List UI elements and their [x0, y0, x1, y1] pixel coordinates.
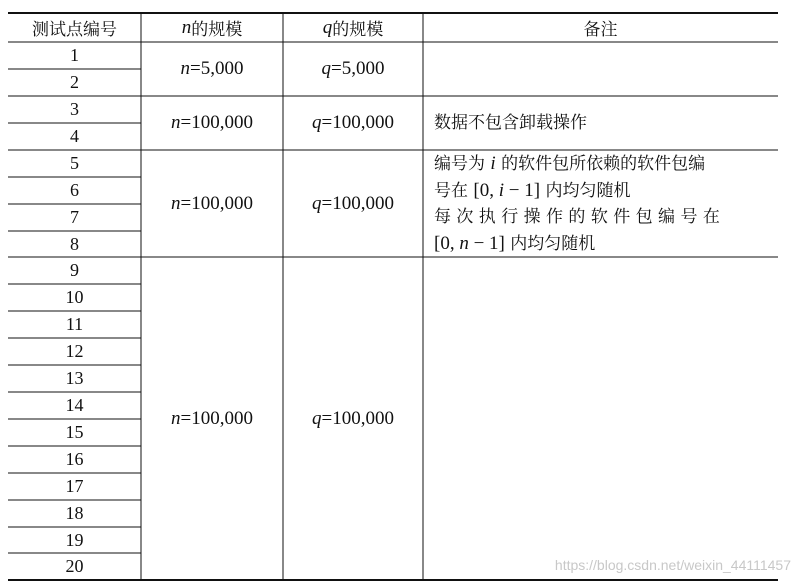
header-test-id: 测试点编号 [32, 20, 117, 40]
test-id-cell: 11 [65, 314, 84, 334]
header-q-var: q [322, 16, 333, 38]
group1-n-value: n = 5,000 [180, 58, 244, 79]
test-id-cell: 13 [65, 368, 84, 388]
test-id-cell: 16 [65, 449, 84, 469]
test-id-cell: 10 [65, 287, 84, 307]
header-n-suffix: 的规模 [191, 20, 243, 40]
test-id-cell: 19 [65, 529, 84, 550]
group3-note-line1: 编号为 i 的软件包所依赖的软件包编 [434, 153, 706, 174]
header-n-scale [141, 13, 283, 42]
test-id-cell: 15 [65, 422, 84, 442]
group4-n-value: n = 100,000 [171, 407, 253, 429]
group2-note: 数据不包含卸载操作 [434, 113, 587, 133]
group2-n-value: n = 100,000 [171, 112, 253, 133]
test-id-cell: 6 [70, 180, 79, 200]
test-id-cell: 9 [70, 260, 79, 280]
group2-q-value: q = 100,000 [312, 112, 394, 133]
group4-q-value: q = 100,000 [312, 407, 394, 429]
test-id-cell: 20 [65, 556, 84, 576]
test-id-cell: 1 [70, 45, 79, 65]
test-id-cell: 17 [65, 476, 84, 496]
group3-note-line2: 号在 [0, i − 1] 内均匀随机 [434, 179, 631, 201]
group3-n-value: n = 100,000 [171, 192, 253, 214]
group3-note-line4: [0, n − 1] 内均匀随机 [434, 232, 596, 254]
group1-q-value: q = 5,000 [321, 58, 385, 79]
watermark: https://blog.csdn.net/weixin_44111457 [554, 557, 791, 573]
group3-note [434, 151, 720, 257]
test-id-cell: 4 [70, 126, 79, 146]
group3-q-value: q = 100,000 [312, 192, 394, 214]
test-id-cell: 14 [65, 395, 84, 415]
test-id-cell: 12 [65, 341, 84, 361]
header-q-suffix: 的规模 [332, 20, 384, 40]
test-id-cell: 18 [65, 503, 84, 523]
header-note: 备注 [583, 20, 618, 40]
group3-note-line3: 每 次 执 行 操 作 的 软 件 包 编 号 在 [434, 207, 720, 227]
test-id-cell: 3 [70, 99, 79, 119]
header-q-scale [283, 13, 423, 42]
header-n-var: n [181, 16, 192, 38]
test-id-cell: 8 [70, 233, 79, 254]
test-id-cell: 2 [70, 72, 79, 92]
test-id-cell: 5 [70, 153, 79, 173]
test-id-cell: 7 [70, 207, 79, 227]
